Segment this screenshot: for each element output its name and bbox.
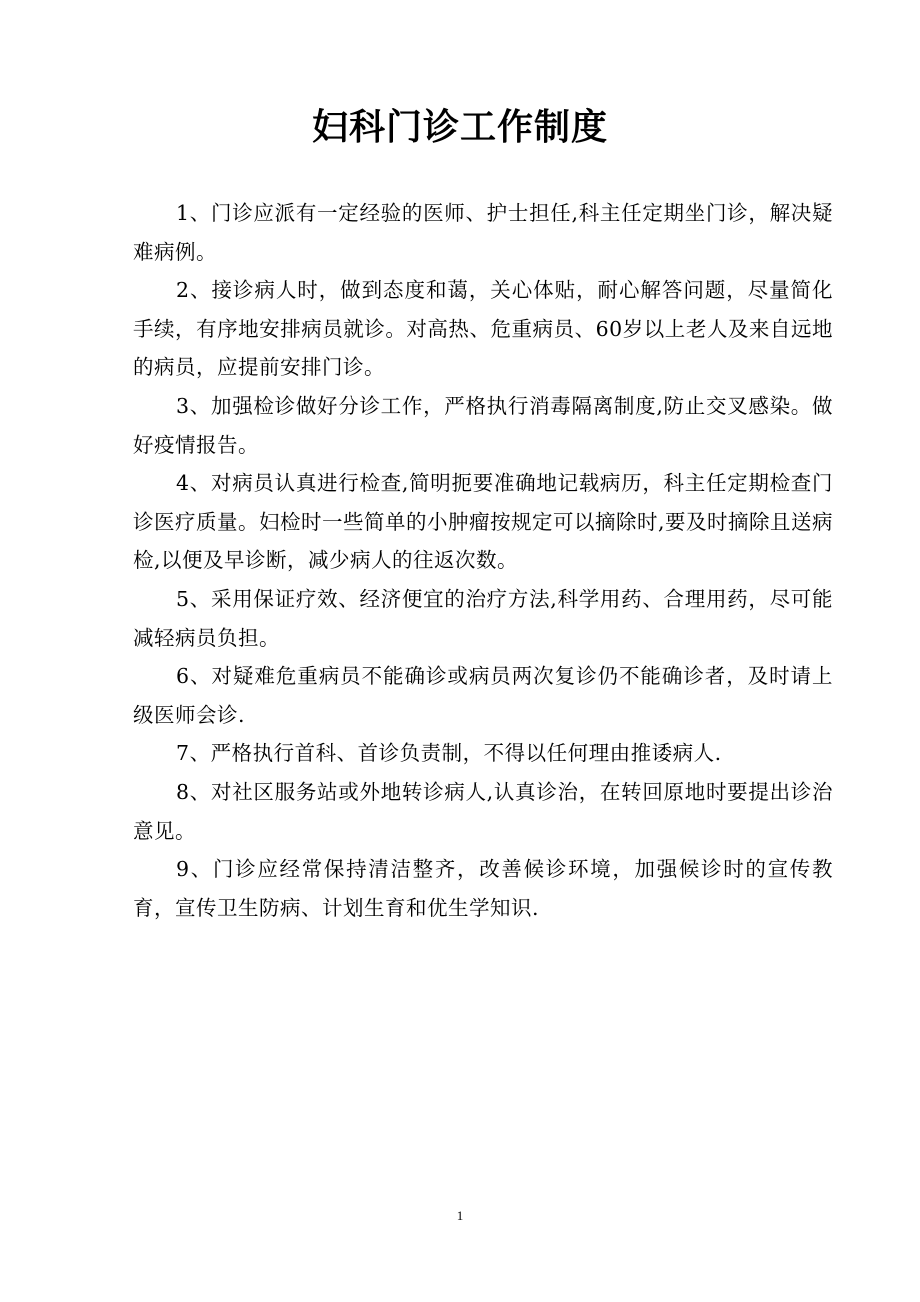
- paragraph-8: 8、对社区服务站或外地转诊病人,认真诊治，在转回原地时要提出诊治意见。: [133, 779, 833, 843]
- page-number: 1: [456, 1208, 464, 1223]
- paragraph-7: 7、严格执行首科、首诊负责制，不得以任何理由推诿病人.: [176, 741, 722, 766]
- paragraph-4: 4、对病员认真进行检查,简明扼要准确地记载病历，科主任定期检查门诊医疗质量。妇检时一些简单的小肿瘤按规定可以摘除时,要及时摘除且送病检,以便及早诊断，减少病人的往返次数。: [133, 471, 834, 573]
- paragraph-5: 5、采用保证疗效、经济便宜的治疗方法,科学用药、合理用药，尽可能减轻病员负担。: [133, 586, 833, 650]
- paragraph-2: 2、接诊病人时，做到态度和蔼，关心体贴，耐心解答问题，尽量简化手续，有序地安排病员就诊。对高热、危重病员、60岁以上老人及来自远地的病员，应提前安排门诊。: [133, 278, 833, 380]
- paragraph-1: 1、门诊应派有一定经验的医师、护士担任,科主任定期坐门诊，解决疑难病例。: [133, 201, 833, 264]
- paragraph-9: 9、门诊应经常保持清洁整齐，改善候诊环境，加强候诊时的宣传教育，宣传卫生防病、计划生育和优生学知识.: [133, 857, 833, 920]
- paragraph-3: 3、加强检诊做好分诊工作，严格执行消毒隔离制度,防止交叉感染。做好疫情报告。: [133, 393, 833, 457]
- paragraph-6: 6、对疑难危重病员不能确诊或病员两次复诊仍不能确诊者，及时请上级医师会诊.: [133, 664, 833, 727]
- document-body: [133, 194, 833, 927]
- document-title: 妇科门诊工作制度: [311, 107, 608, 148]
